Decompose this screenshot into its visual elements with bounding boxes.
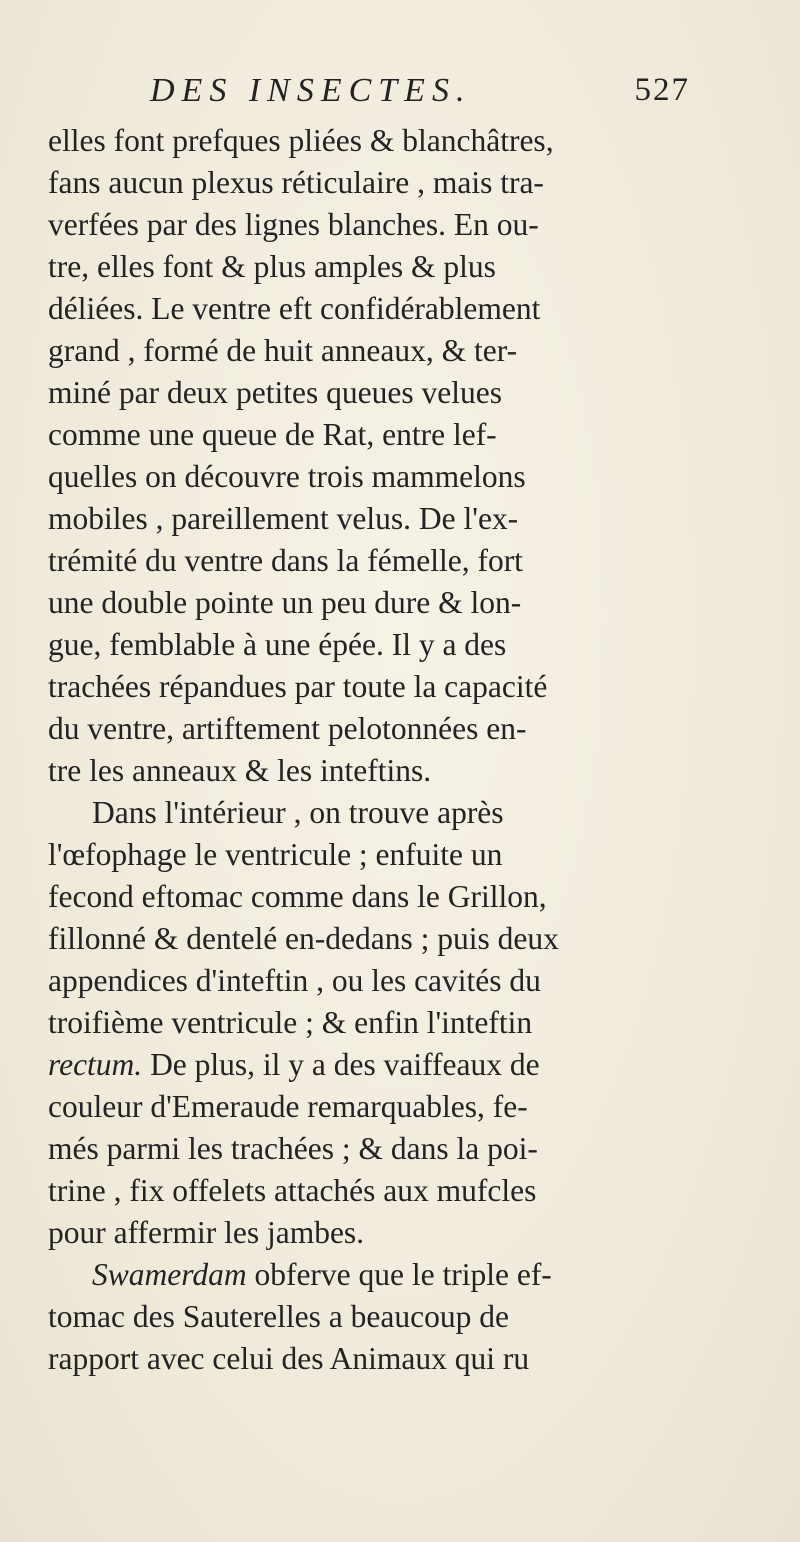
- text-run: comme une queue de Rat, entre lef-: [48, 417, 497, 452]
- text-line: [48, 1296, 788, 1338]
- text-line: [48, 1338, 788, 1380]
- page-number: 527: [634, 72, 690, 108]
- text-run: appendices d'inteftin , ou les cavités du: [48, 963, 541, 998]
- text-run: grand , formé de huit anneaux, & ter-: [48, 333, 518, 368]
- text-line: [48, 498, 788, 540]
- text-run: du ventre, artiftement pelotonnées en-: [48, 711, 527, 746]
- text-line: [48, 288, 788, 330]
- text-run: quelles on découvre trois mammelons: [48, 459, 526, 494]
- text-run: tre, elles font & plus amples & plus: [48, 249, 496, 284]
- text-line: [48, 372, 788, 414]
- body-text: [48, 120, 788, 1380]
- text-run: Dans l'intérieur , on trouve après: [92, 795, 504, 830]
- text-line: [48, 414, 788, 456]
- text-run: troifième ventricule ; & enfin l'inteftin: [48, 1005, 533, 1040]
- text-line: [48, 456, 788, 498]
- text-run: mobiles , pareillement velus. De l'ex-: [48, 501, 519, 536]
- text-run: l'œfophage le ventricule ; enfuite un: [48, 837, 503, 872]
- text-line: [48, 960, 788, 1002]
- text-line: [48, 540, 788, 582]
- text-line: [48, 1044, 788, 1086]
- text-line: [48, 120, 788, 162]
- text-run: miné par deux petites queues velues: [48, 375, 502, 410]
- italic-text: Swamerdam: [92, 1257, 247, 1292]
- text-run: De plus, il y a des vaiffeaux de: [142, 1047, 540, 1082]
- text-line: [48, 750, 788, 792]
- text-line: [48, 666, 788, 708]
- running-title: DES INSECTES.: [150, 72, 472, 109]
- text-run: verfées par des lignes blanches. En ou-: [48, 207, 539, 242]
- text-line: [48, 1170, 788, 1212]
- text-run: fecond eftomac comme dans le Grillon,: [48, 879, 547, 914]
- text-line: [48, 204, 788, 246]
- text-line: [48, 246, 788, 288]
- text-run: elles font prefques pliées & blanchâtres,: [48, 123, 554, 158]
- text-line: [48, 834, 788, 876]
- text-line: [48, 918, 788, 960]
- text-run: couleur d'Emeraude remarquables, fe-: [48, 1089, 528, 1124]
- text-line: [48, 1212, 788, 1254]
- text-run: tre les anneaux & les inteftins.: [48, 753, 432, 788]
- text-line: [48, 162, 788, 204]
- text-line: [48, 1128, 788, 1170]
- text-line: [48, 1086, 788, 1128]
- text-run: trémité du ventre dans la fémelle, fort: [48, 543, 523, 578]
- text-line: [48, 582, 788, 624]
- text-run: més parmi les trachées ; & dans la poi-: [48, 1131, 538, 1166]
- text-line: [48, 1254, 788, 1296]
- text-run: fillonné & dentelé en-dedans ; puis deux: [48, 921, 559, 956]
- text-line: [48, 792, 788, 834]
- text-line: [48, 330, 788, 372]
- text-run: obferve que le triple ef-: [246, 1257, 552, 1292]
- italic-text: rectum.: [48, 1047, 143, 1082]
- text-run: trine , fix offelets attachés aux mufcles: [48, 1173, 537, 1208]
- text-run: gue, femblable à une épée. Il y a des: [48, 627, 507, 662]
- text-run: déliées. Le ventre eft confidérablement: [48, 291, 541, 326]
- text-run: rapport avec celui des Animaux qui ru: [48, 1341, 530, 1376]
- text-line: [48, 624, 788, 666]
- text-run: trachées répandues par toute la capacité: [48, 669, 548, 704]
- text-line: [48, 708, 788, 750]
- text-line: [48, 1002, 788, 1044]
- text-run: pour affermir les jambes.: [48, 1215, 365, 1250]
- text-run: fans aucun plexus réticulaire , mais tra-: [48, 165, 544, 200]
- text-line: [48, 876, 788, 918]
- running-header: [150, 66, 690, 116]
- text-run: une double pointe un peu dure & lon-: [48, 585, 522, 620]
- text-run: tomac des Sauterelles a beaucoup de: [48, 1299, 509, 1334]
